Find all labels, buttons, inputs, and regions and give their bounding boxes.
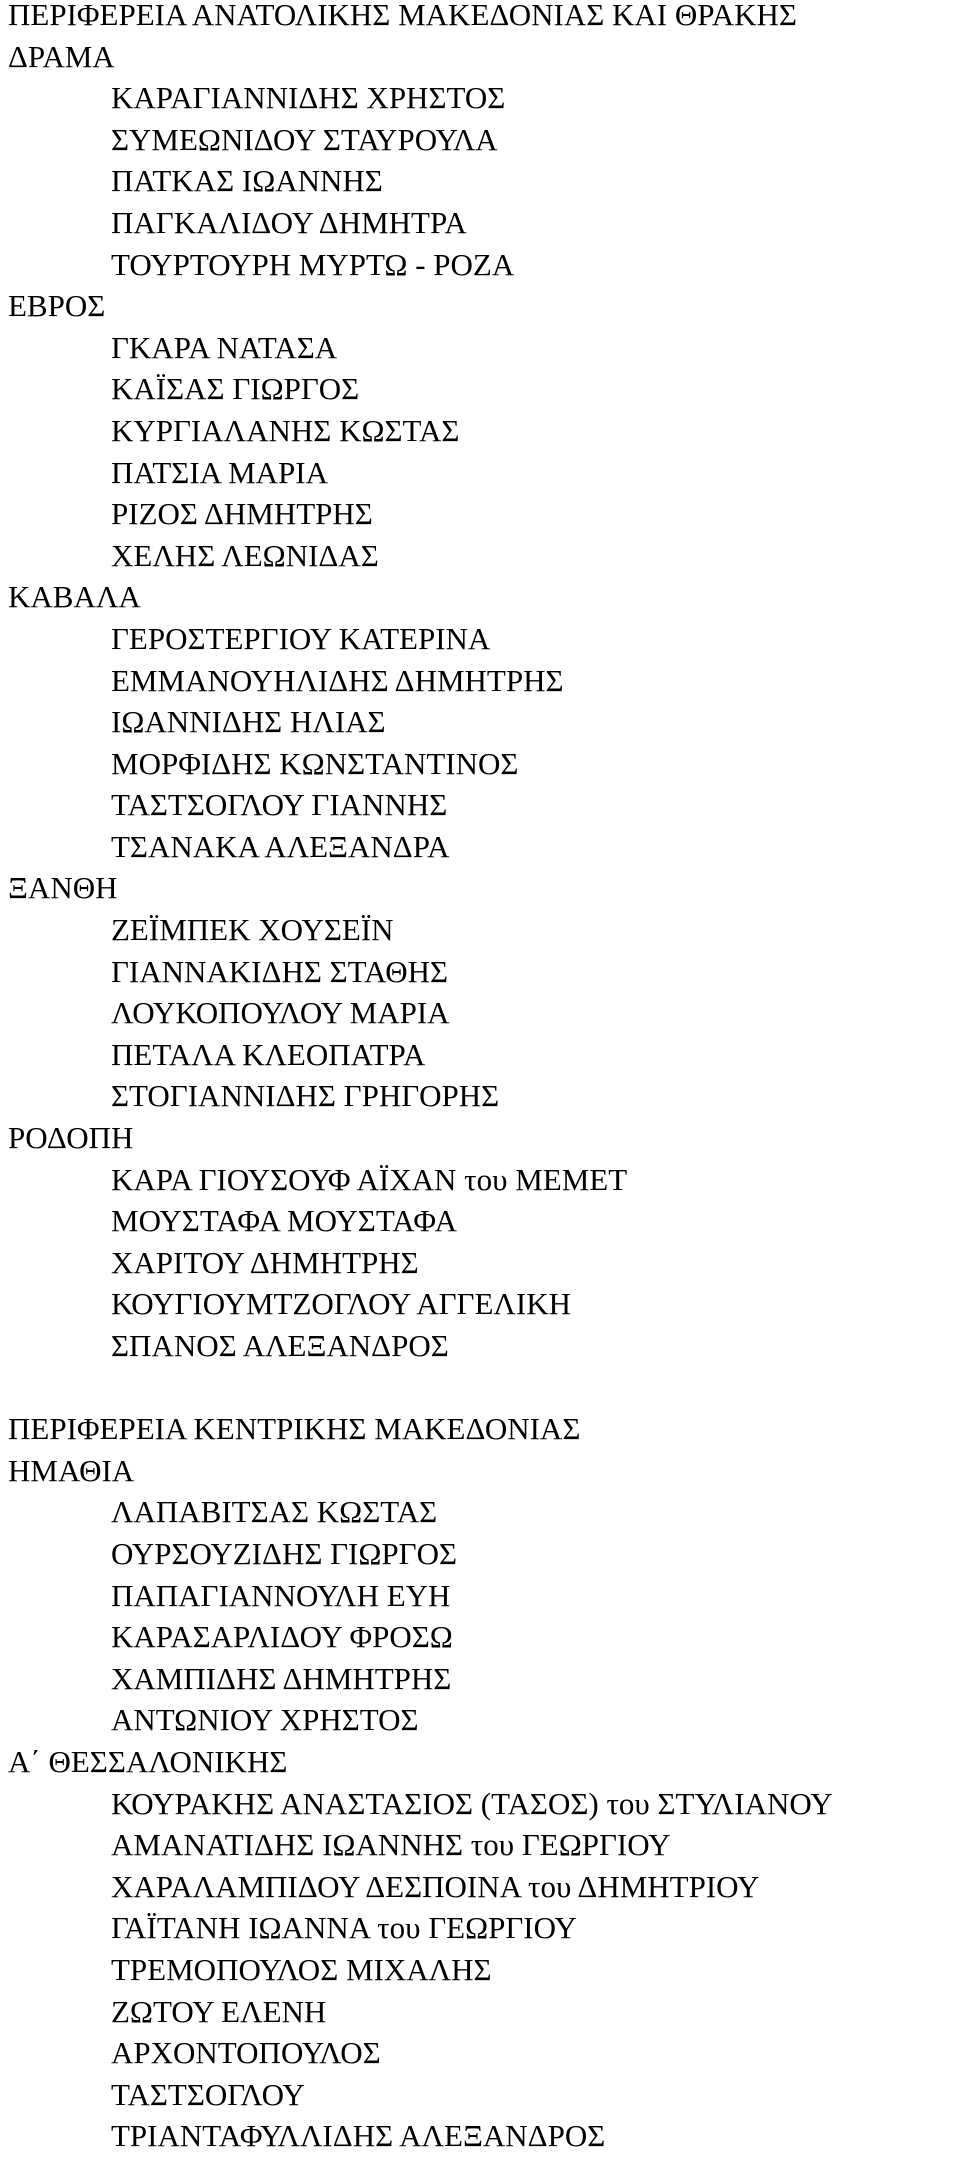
candidate-name: ΜΟΥΣΤΑΦΑ ΜΟΥΣΤΑΦΑ bbox=[111, 1203, 457, 1239]
candidate-name: ΚΑΡΑΣΑΡΛΙΔΟΥ ΦΡΟΣΩ bbox=[111, 1619, 453, 1655]
region-title: ΠΕΡΙΦΕΡΕΙΑ ΑΝΑΤΟΛΙΚΗΣ ΜΑΚΕΔΟΝΙΑΣ ΚΑΙ ΘΡΑΚΗΣ bbox=[8, 0, 797, 32]
candidate-name: ΚΑΡΑ ΓΙΟΥΣΟΥΦ ΑΪΧΑΝ του ΜΕΜΕΤ bbox=[111, 1161, 628, 1197]
candidate-name: ΑΜΑΝΑΤΙΔΗΣ ΙΩΑΝΝΗΣ του ΓΕΩΡΓΙΟΥ bbox=[111, 1827, 671, 1863]
candidate-name: ΛΑΠΑΒΙΤΣΑΣ ΚΩΣΤΑΣ bbox=[111, 1494, 438, 1530]
candidate-name: ΓΑΪΤΑΝΗ ΙΩΑΝΝΑ του ΓΕΩΡΓΙΟΥ bbox=[111, 1910, 577, 1946]
candidate-name: ΖΕΪΜΠΕΚ ΧΟΥΣΕΪΝ bbox=[111, 912, 394, 948]
candidate-name: ΑΡΧΟΝΤΟΠΟΥΛΟΣ bbox=[111, 2035, 381, 2071]
candidate-name: ΚΥΡΓΙΑΛΑΝΗΣ ΚΩΣΤΑΣ bbox=[111, 412, 460, 448]
candidate-name: ΓΚΑΡΑ ΝΑΤΑΣΑ bbox=[111, 329, 338, 365]
candidate-name: ΟΥΡΣΟΥΖΙΔΗΣ ΓΙΩΡΓΟΣ bbox=[111, 1535, 457, 1571]
candidate-name: ΕΜΜΑΝΟΥΗΛΙΔΗΣ ΔΗΜΗΤΡΗΣ bbox=[111, 662, 564, 698]
candidate-name: ΤΟΥΡΤΟΥΡΗ ΜΥΡΤΩ - ΡΟΖΑ bbox=[111, 246, 515, 282]
candidate-name: ΧΑΜΠΙΔΗΣ ΔΗΜΗΤΡΗΣ bbox=[111, 1660, 452, 1696]
candidate-name: ΓΕΡΟΣΤΕΡΓΙΟΥ ΚΑΤΕΡΙΝΑ bbox=[111, 620, 491, 656]
candidate-name: ΣΥΜΕΩΝΙΔΟΥ ΣΤΑΥΡΟΥΛΑ bbox=[111, 121, 498, 157]
candidate-name: ΠΑΤΣΙΑ ΜΑΡΙΑ bbox=[111, 454, 328, 490]
candidate-name: ΣΤΟΓΙΑΝΝΙΔΗΣ ΓΡΗΓΟΡΗΣ bbox=[111, 1078, 500, 1114]
candidate-name: ΤΑΣΤΣΟΓΛΟΥ bbox=[111, 2076, 305, 2112]
candidate-name: ΧΑΡΙΤΟΥ ΔΗΜΗΤΡΗΣ bbox=[111, 1244, 419, 1280]
candidate-name: ΧΑΡΑΛΑΜΠΙΔΟΥ ΔΕΣΠΟΙΝΑ του ΔΗΜΗΤΡΙΟΥ bbox=[111, 1868, 760, 1904]
prefecture-title: ΡΟΔΟΠΗ bbox=[8, 1120, 134, 1156]
prefecture-title: ΞΑΝΘΗ bbox=[8, 870, 118, 906]
candidate-name: ΠΕΤΑΛΑ ΚΛΕΟΠΑΤΡΑ bbox=[111, 1036, 426, 1072]
prefecture-title: ΚΑΒΑΛΑ bbox=[8, 579, 141, 615]
candidate-name: ΠΑΤΚΑΣ ΙΩΑΝΝΗΣ bbox=[111, 163, 383, 199]
candidate-name: ΚΑΪΣΑΣ ΓΙΩΡΓΟΣ bbox=[111, 371, 360, 407]
candidate-name: ΓΙΑΝΝΑΚΙΔΗΣ ΣΤΑΘΗΣ bbox=[111, 953, 449, 989]
section-spacer bbox=[0, 1367, 960, 1409]
candidate-name: ΚΟΥΡΑΚΗΣ ΑΝΑΣΤΑΣΙΟΣ (ΤΑΣΟΣ) του ΣΤΥΛΙΑΝΟΥ bbox=[111, 1785, 833, 1821]
candidate-name: ΡΙΖΟΣ ΔΗΜΗΤΡΗΣ bbox=[111, 496, 373, 532]
candidate-name: ΚΟΥΓΙΟΥΜΤΖΟΓΛΟΥ ΑΓΓΕΛΙΚΗ bbox=[111, 1286, 571, 1322]
candidate-name: ΑΝΤΩΝΙΟΥ ΧΡΗΣΤΟΣ bbox=[111, 1702, 419, 1738]
candidate-name: ΤΣΑΝΑΚΑ ΑΛΕΞΑΝΔΡΑ bbox=[111, 828, 450, 864]
candidate-name: ΤΑΣΤΣΟΓΛΟΥ ΓΙΑΝΝΗΣ bbox=[111, 787, 448, 823]
prefecture-title: ΗΜΑΘΙΑ bbox=[8, 1452, 135, 1488]
candidate-name: ΧΕΛΗΣ ΛΕΩΝΙΔΑΣ bbox=[111, 537, 379, 573]
candidate-name: ΣΠΑΝΟΣ ΑΛΕΞΑΝΔΡΟΣ bbox=[111, 1328, 449, 1363]
candidate-name: ΙΩΑΝΝΙΔΗΣ ΗΛΙΑΣ bbox=[111, 704, 386, 740]
candidate-name: ΛΟΥΚΟΠΟΥΛΟΥ ΜΑΡΙΑ bbox=[111, 995, 450, 1031]
prefecture-title: Α΄ ΘΕΣΣΑΛΟΝΙΚΗΣ bbox=[8, 1743, 288, 1779]
candidate-name: ΜΟΡΦΙΔΗΣ ΚΩΝΣΤΑΝΤΙΝΟΣ bbox=[111, 745, 519, 781]
region-block bbox=[0, 1408, 960, 2157]
prefecture-title: ΕΒΡΟΣ bbox=[8, 288, 106, 324]
candidate-name: ΚΑΡΑΓΙΑΝΝΙΔΗΣ ΧΡΗΣΤΟΣ bbox=[111, 80, 506, 116]
candidate-name: ΤΡΕΜΟΠΟΥΛΟΣ ΜΙΧΑΛΗΣ bbox=[111, 1951, 492, 1987]
candidate-name: ΖΩΤΟΥ ΕΛΕΝΗ bbox=[111, 1993, 327, 2029]
candidate-name: ΠΑΠΑΓΙΑΝΝΟΥΛΗ ΕΥΗ bbox=[111, 1577, 451, 1613]
region-title: ΠΕΡΙΦΕΡΕΙΑ ΚΕΝΤΡΙΚΗΣ ΜΑΚΕΔΟΝΙΑΣ bbox=[8, 1411, 581, 1447]
candidate-name: ΤΡΙΑΝΤΑΦΥΛΛΙΔΗΣ ΑΛΕΞΑΝΔΡΟΣ bbox=[111, 2118, 606, 2154]
prefecture-title: ΔΡΑΜΑ bbox=[8, 38, 115, 74]
candidate-name: ΠΑΓΚΑΛΙΔΟΥ ΔΗΜΗΤΡΑ bbox=[111, 204, 467, 240]
